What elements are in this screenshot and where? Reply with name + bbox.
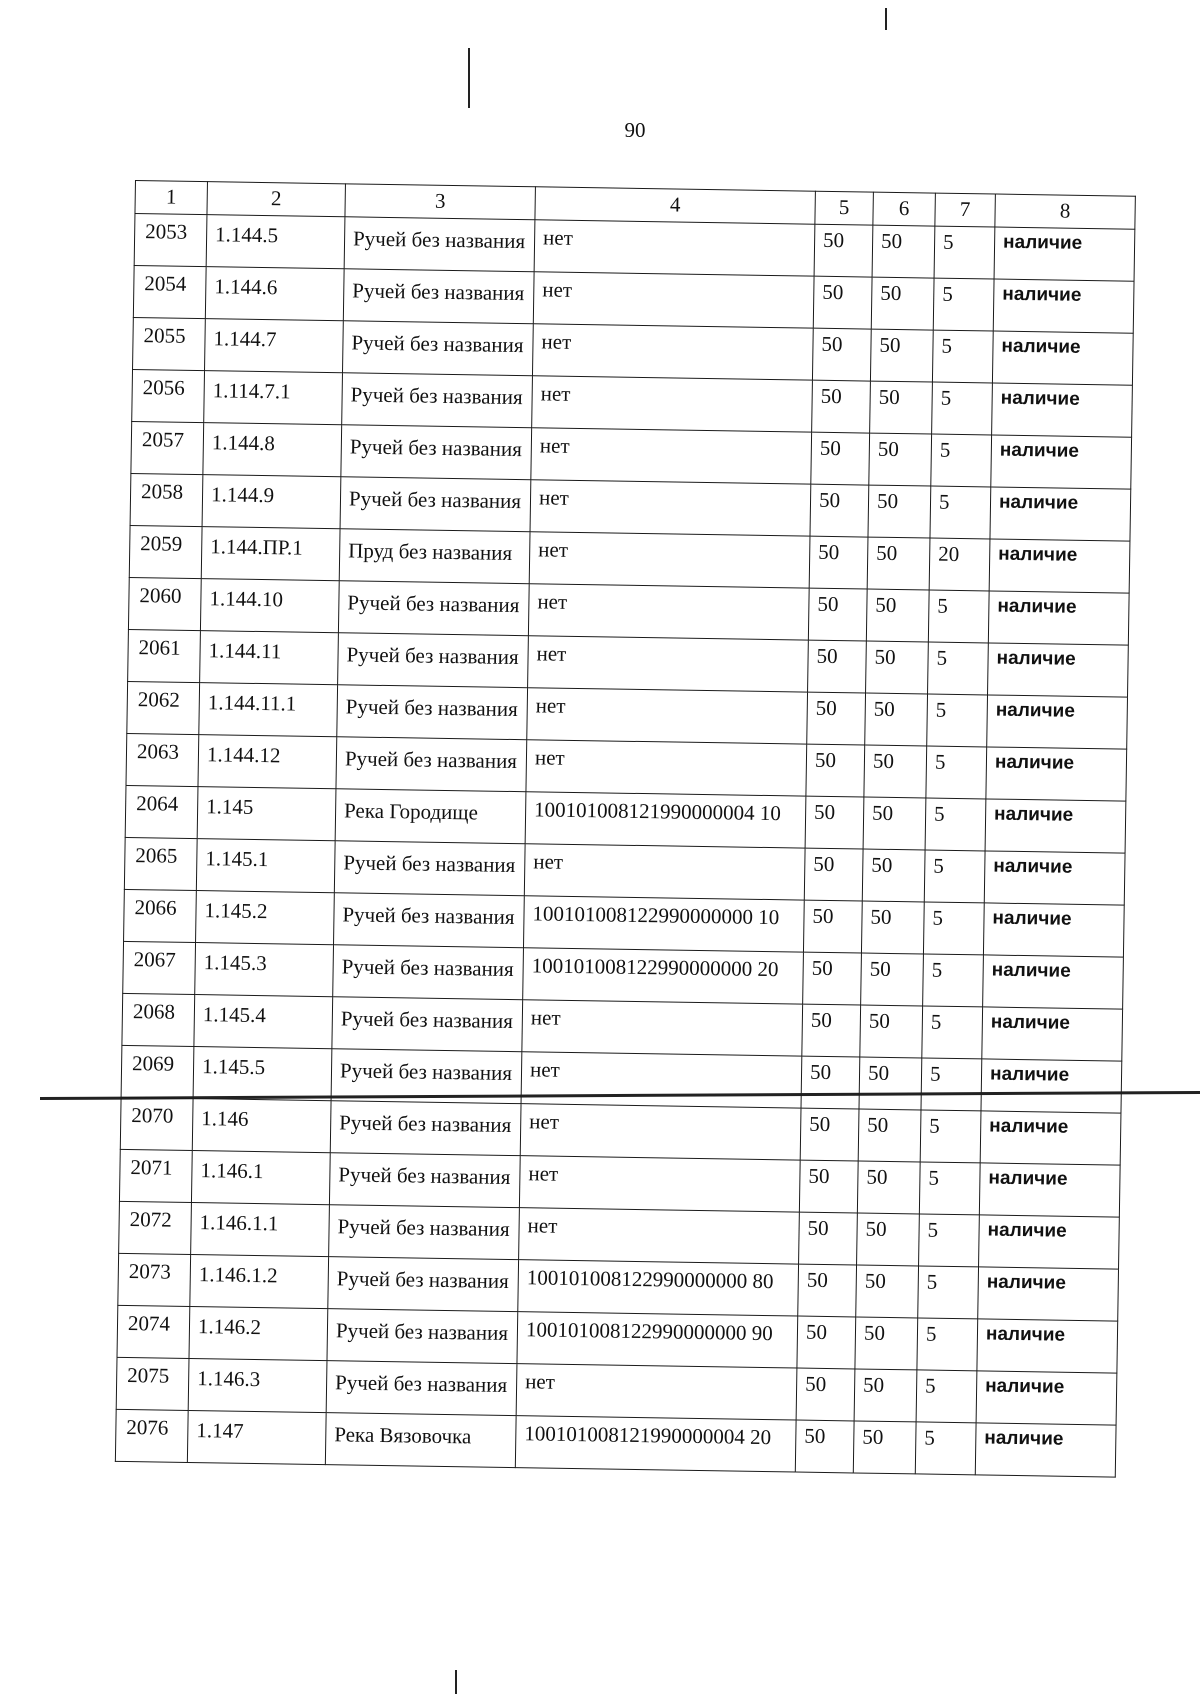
value-col6-cell: 50	[869, 433, 932, 486]
value-col7-cell: 5	[924, 850, 985, 903]
status-cell: наличие	[988, 643, 1129, 697]
registry-code-cell: нет	[522, 1000, 803, 1056]
value-col6-cell: 50	[857, 1213, 920, 1266]
row-number-cell: 2053	[134, 214, 207, 267]
registry-code-cell: 100101008122990000000 90	[517, 1312, 798, 1368]
object-code-cell: 1.145.5	[193, 1047, 332, 1101]
object-name-cell: Ручей без названия	[342, 321, 533, 376]
status-cell: наличие	[991, 435, 1132, 489]
registry-code-cell: нет	[528, 636, 809, 692]
row-number-cell: 2061	[128, 629, 201, 682]
registry-code-cell: нет	[528, 584, 809, 640]
object-name-cell: Ручей без названия	[334, 893, 525, 948]
object-code-cell: 1.145	[197, 787, 336, 841]
value-col6-cell: 50	[866, 641, 929, 694]
row-number-cell: 2055	[133, 317, 206, 370]
object-code-cell: 1.146.2	[189, 1306, 328, 1360]
value-col7-cell: 20	[929, 538, 990, 591]
column-header: 7	[935, 193, 996, 227]
status-cell: наличие	[983, 955, 1124, 1009]
registry-code-cell: нет	[530, 480, 811, 536]
value-col7-cell: 5	[923, 902, 984, 955]
column-header: 2	[207, 182, 346, 217]
value-col5-cell: 50	[802, 1004, 861, 1057]
object-name-cell: Ручей без названия	[330, 1101, 521, 1156]
row-number-cell: 2068	[122, 993, 195, 1046]
page-number: 90	[624, 118, 646, 142]
status-cell: наличие	[989, 539, 1130, 593]
registry-code-cell: нет	[520, 1104, 801, 1160]
registry-code-cell: нет	[532, 376, 813, 432]
row-number-cell: 2054	[133, 265, 206, 318]
row-number-cell: 2064	[125, 785, 198, 838]
registry-code-cell: нет	[526, 740, 807, 796]
row-number-cell: 2060	[128, 577, 201, 630]
object-code-cell: 1.144.ПР.1	[201, 527, 340, 581]
object-code-cell: 1.144.12	[198, 735, 337, 789]
row-number-cell: 2076	[115, 1409, 188, 1462]
row-number-cell: 2063	[126, 733, 199, 786]
object-name-cell: Ручей без названия	[329, 1205, 520, 1260]
status-cell: наличие	[980, 1111, 1121, 1165]
row-number-cell: 2057	[131, 421, 204, 474]
value-col7-cell: 5	[923, 954, 984, 1007]
status-cell: наличие	[977, 1319, 1118, 1373]
registry-code-cell: нет	[531, 428, 812, 484]
object-code-cell: 1.144.11.1	[199, 683, 338, 737]
status-cell: наличие	[993, 279, 1134, 333]
value-col6-cell: 50	[857, 1161, 920, 1214]
status-cell: наличие	[987, 695, 1128, 749]
object-name-cell: Ручей без названия	[332, 997, 523, 1052]
column-header: 8	[995, 194, 1136, 229]
value-col5-cell: 50	[801, 1056, 860, 1109]
value-col5-cell: 50	[808, 640, 867, 693]
status-cell: наличие	[979, 1215, 1120, 1269]
value-col7-cell: 5	[921, 1058, 982, 1111]
registry-code-cell: 100101008122990000000 10	[523, 896, 804, 952]
data-table	[115, 180, 1136, 1478]
object-code-cell: 1.146.1	[191, 1151, 330, 1205]
row-number-cell: 2075	[116, 1357, 189, 1410]
object-code-cell: 1.147	[187, 1410, 326, 1464]
value-col6-cell: 50	[871, 277, 934, 330]
row-number-cell: 2056	[132, 369, 205, 422]
object-code-cell: 1.146.1.2	[190, 1255, 329, 1309]
object-code-cell: 1.114.7.1	[204, 371, 343, 425]
value-col7-cell: 5	[919, 1214, 980, 1267]
object-code-cell: 1.146	[192, 1099, 331, 1153]
value-col6-cell: 50	[861, 953, 924, 1006]
status-cell: наличие	[983, 903, 1124, 957]
value-col7-cell: 5	[917, 1318, 978, 1371]
column-header: 3	[345, 184, 535, 220]
value-col5-cell: 50	[803, 900, 862, 953]
object-code-cell: 1.144.8	[203, 423, 342, 477]
value-col5-cell: 50	[813, 276, 872, 329]
object-name-cell: Ручей без названия	[338, 633, 529, 688]
value-col7-cell: 5	[933, 278, 994, 331]
registry-code-cell: нет	[534, 220, 815, 276]
object-code-cell: 1.145.4	[194, 995, 333, 1049]
object-code-cell: 1.145.1	[196, 839, 335, 893]
value-col5-cell: 50	[799, 1212, 858, 1265]
value-col6-cell: 50	[860, 1005, 923, 1058]
value-col6-cell: 50	[865, 693, 928, 746]
object-name-cell: Ручей без названия	[333, 945, 524, 1000]
value-col6-cell: 50	[859, 1057, 922, 1110]
status-cell: наличие	[975, 1423, 1116, 1477]
value-col5-cell: 50	[798, 1264, 857, 1317]
value-col5-cell: 50	[812, 380, 871, 433]
object-name-cell: Река Вязовочка	[325, 1413, 516, 1468]
status-cell: наличие	[978, 1267, 1119, 1321]
object-code-cell: 1.146.1.1	[191, 1203, 330, 1257]
scan-artifact-top	[885, 8, 887, 30]
registry-code-cell: нет	[516, 1364, 797, 1420]
value-col5-cell: 50	[803, 952, 862, 1005]
registry-code-cell: нет	[521, 1052, 802, 1108]
status-cell: наличие	[976, 1371, 1117, 1425]
object-name-cell: Ручей без названия	[336, 737, 527, 792]
registry-code-cell: нет	[532, 324, 813, 380]
value-col5-cell: 50	[805, 796, 864, 849]
value-col6-cell: 50	[866, 589, 929, 642]
row-number-cell: 2062	[127, 681, 200, 734]
value-col5-cell: 50	[812, 328, 871, 381]
status-cell: наличие	[992, 383, 1133, 437]
object-code-cell: 1.144.6	[205, 267, 344, 321]
value-col6-cell: 50	[858, 1109, 921, 1162]
object-name-cell: Ручей без названия	[344, 217, 535, 272]
value-col7-cell: 5	[928, 590, 989, 643]
value-col5-cell: 50	[809, 536, 868, 589]
registry-code-cell: нет	[533, 272, 814, 328]
value-col7-cell: 5	[920, 1110, 981, 1163]
value-col7-cell: 5	[932, 382, 993, 435]
value-col7-cell: 5	[918, 1266, 979, 1319]
column-header: 1	[135, 181, 208, 215]
value-col6-cell: 50	[862, 849, 925, 902]
value-col6-cell: 50	[864, 745, 927, 798]
object-code-cell: 1.144.9	[202, 475, 341, 529]
object-name-cell: Ручей без названия	[342, 373, 533, 428]
value-col7-cell: 5	[927, 694, 988, 747]
status-cell: наличие	[992, 331, 1133, 385]
row-number-cell: 2069	[121, 1045, 194, 1098]
status-cell: наличие	[981, 1059, 1122, 1113]
value-col6-cell: 50	[872, 225, 935, 278]
row-number-cell: 2074	[117, 1305, 190, 1358]
object-code-cell: 1.144.7	[205, 319, 344, 373]
row-number-cell: 2059	[129, 525, 202, 578]
value-col5-cell: 50	[806, 744, 865, 797]
object-name-cell: Ручей без названия	[343, 269, 534, 324]
object-code-cell: 1.145.3	[195, 943, 334, 997]
row-number-cell: 2066	[124, 889, 197, 942]
value-col5-cell: 50	[799, 1160, 858, 1213]
table-body	[115, 214, 1134, 1478]
value-col7-cell: 5	[919, 1162, 980, 1215]
value-col5-cell: 50	[808, 588, 867, 641]
value-col7-cell: 5	[932, 330, 993, 383]
row-number-cell: 2073	[118, 1253, 191, 1306]
registry-code-cell: нет	[527, 688, 808, 744]
status-cell: наличие	[988, 591, 1129, 645]
value-col5-cell: 50	[810, 484, 869, 537]
value-col6-cell: 50	[856, 1265, 919, 1318]
column-header: 4	[535, 187, 815, 224]
row-number-cell: 2067	[123, 941, 196, 994]
registry-code-cell: нет	[524, 844, 805, 900]
object-name-cell: Ручей без названия	[340, 477, 531, 532]
object-name-cell: Река Городище	[335, 789, 526, 844]
status-cell: наличие	[986, 747, 1127, 801]
value-col7-cell: 5	[928, 642, 989, 695]
registry-code-cell: 100101008121990000004 20	[515, 1416, 796, 1472]
value-col5-cell: 50	[807, 692, 866, 745]
value-col5-cell: 50	[811, 432, 870, 485]
value-col5-cell: 50	[814, 224, 873, 277]
object-code-cell: 1.145.2	[196, 891, 335, 945]
status-cell: наличие	[984, 851, 1125, 905]
value-col6-cell: 50	[870, 329, 933, 382]
scan-artifact-left	[468, 48, 470, 108]
value-col7-cell: 5	[926, 746, 987, 799]
status-cell: наличие	[994, 227, 1135, 281]
value-col7-cell: 5	[931, 434, 992, 487]
status-cell: наличие	[979, 1163, 1120, 1217]
value-col5-cell: 50	[804, 848, 863, 901]
object-name-cell: Ручей без названия	[337, 685, 528, 740]
value-col6-cell: 50	[870, 381, 933, 434]
object-name-cell: Ручей без названия	[328, 1257, 519, 1312]
object-code-cell: 1.144.5	[206, 215, 345, 269]
value-col6-cell: 50	[867, 537, 930, 590]
registry-code-cell: нет	[529, 532, 810, 588]
value-col7-cell: 5	[934, 226, 995, 279]
value-col5-cell: 50	[800, 1108, 859, 1161]
object-name-cell: Ручей без названия	[341, 425, 532, 480]
row-number-cell: 2065	[124, 837, 197, 890]
object-name-cell: Ручей без названия	[338, 581, 529, 636]
row-number-cell: 2071	[119, 1149, 192, 1202]
value-col5-cell: 50	[796, 1368, 855, 1421]
registry-code-cell: нет	[519, 1156, 800, 1212]
value-col7-cell: 5	[925, 798, 986, 851]
value-col7-cell: 5	[915, 1422, 976, 1475]
row-number-cell: 2070	[120, 1097, 193, 1150]
row-number-cell: 2058	[130, 473, 203, 526]
object-name-cell: Ручей без названия	[334, 841, 525, 896]
registry-code-cell: нет	[519, 1208, 800, 1264]
value-col7-cell: 5	[916, 1370, 977, 1423]
object-name-cell: Пруд без названия	[339, 529, 530, 584]
object-name-cell: Ручей без названия	[331, 1049, 522, 1104]
value-col5-cell: 50	[795, 1420, 854, 1473]
value-col6-cell: 50	[868, 485, 931, 538]
value-col6-cell: 50	[861, 901, 924, 954]
registry-code-cell: 100101008122990000000 20	[523, 948, 804, 1004]
object-code-cell: 1.144.11	[200, 631, 339, 685]
value-col6-cell: 50	[854, 1369, 917, 1422]
object-name-cell: Ручей без названия	[327, 1309, 518, 1364]
registry-code-cell: 100101008122990000000 80	[518, 1260, 799, 1316]
value-col6-cell: 50	[855, 1317, 918, 1370]
row-number-cell: 2072	[119, 1201, 192, 1254]
scan-artifact-bottom	[455, 1670, 457, 1694]
value-col7-cell: 5	[930, 486, 991, 539]
object-name-cell: Ручей без названия	[326, 1361, 517, 1416]
registry-code-cell: 100101008121990000004 10	[525, 792, 806, 848]
status-cell: наличие	[982, 1007, 1123, 1061]
column-header: 6	[873, 192, 936, 226]
status-cell: наличие	[990, 487, 1131, 541]
object-code-cell: 1.144.10	[200, 579, 339, 633]
object-code-cell: 1.146.3	[188, 1358, 327, 1412]
value-col5-cell: 50	[797, 1316, 856, 1369]
status-cell: наличие	[985, 799, 1126, 853]
value-col6-cell: 50	[863, 797, 926, 850]
object-name-cell: Ручей без названия	[329, 1153, 520, 1208]
value-col6-cell: 50	[853, 1421, 916, 1474]
value-col7-cell: 5	[922, 1006, 983, 1059]
column-header: 5	[815, 191, 874, 225]
